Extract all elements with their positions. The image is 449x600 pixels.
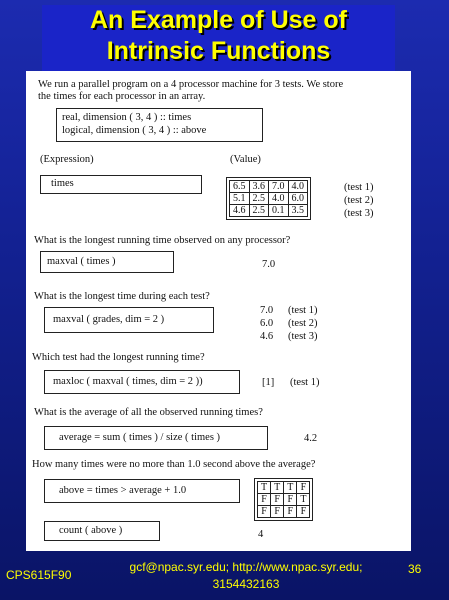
matrix-cell: T — [284, 482, 297, 494]
matrix-cell: 6.5 — [230, 181, 250, 193]
count-value: 4 — [258, 529, 264, 540]
matrix-cell: T — [271, 482, 284, 494]
question-3-expression-box — [44, 370, 240, 394]
above-row — [258, 506, 310, 518]
scanned-document — [26, 71, 411, 551]
times-row — [230, 205, 308, 217]
question-4-value: 4.2 — [304, 433, 318, 444]
matrix-cell: 4.0 — [288, 181, 308, 193]
question-3-expression: maxloc ( maxval ( times, dim = 2 )) — [53, 376, 203, 387]
question-2-value-3: 4.6 — [260, 331, 274, 342]
question-4: What is the average of all the observed running times? — [34, 407, 263, 418]
times-matrix — [226, 177, 311, 220]
matrix-cell: F — [271, 494, 284, 506]
intro-text-line-1: We run a parallel program on a 4 processor machine for 3 tests. We store — [38, 79, 344, 90]
question-4-expression-box — [44, 426, 268, 450]
question-2-label-1: (test 1) — [288, 305, 318, 316]
footer-course-code: CPS615F90 — [6, 568, 72, 582]
slide-title-line-2: Intrinsic Functions — [106, 37, 331, 65]
question-1-expression: maxval ( times ) — [47, 256, 116, 267]
value-header: (Value) — [230, 154, 261, 165]
question-3: Which test had the longest running time? — [32, 352, 205, 363]
test-label-1: (test 1) — [344, 182, 374, 193]
matrix-cell: F — [284, 494, 297, 506]
matrix-cell: 3.5 — [288, 205, 308, 217]
question-3-label: (test 1) — [290, 377, 320, 388]
expression-header: (Expression) — [40, 154, 94, 165]
matrix-cell: F — [284, 506, 297, 518]
question-2-expression-box — [44, 307, 214, 333]
declaration-box — [56, 108, 263, 142]
question-5-expression-box — [44, 479, 240, 503]
matrix-cell: 2.5 — [249, 193, 269, 205]
question-2-expression: maxval ( grades, dim = 2 ) — [53, 314, 165, 325]
matrix-cell: 5.1 — [230, 193, 250, 205]
matrix-cell: 4.6 — [230, 205, 250, 217]
question-1: What is the longest running time observed on any processor? — [34, 235, 291, 246]
declaration-line-1: real, dimension ( 3, 4 ) :: times — [62, 112, 192, 123]
matrix-cell: 3.6 — [249, 181, 269, 193]
slide-title — [42, 5, 395, 71]
page-number: 36 — [408, 562, 422, 576]
footer-contact-line-2: 3154432163 — [212, 577, 280, 591]
footer-contact-line-1: gcf@npac.syr.edu; http://www.npac.syr.edu; — [129, 560, 363, 574]
question-4-expression: average = sum ( times ) / size ( times ) — [59, 432, 221, 443]
intro-text-line-2: the times for each processor in an array. — [38, 91, 206, 102]
matrix-cell: 2.5 — [249, 205, 269, 217]
above-row — [258, 494, 310, 506]
slide-title-line-1: An Example of Use of — [90, 6, 347, 34]
question-2-label-2: (test 2) — [288, 318, 318, 329]
question-5: How many times were no more than 1.0 second above the average? — [32, 459, 316, 470]
question-2-label-3: (test 3) — [288, 331, 318, 342]
matrix-cell: F — [297, 506, 310, 518]
times-row — [230, 181, 308, 193]
times-row — [230, 193, 308, 205]
matrix-cell: T — [297, 494, 310, 506]
question-2-value-2: 6.0 — [260, 318, 274, 329]
question-1-expression-box — [40, 251, 174, 273]
declaration-line-2: logical, dimension ( 3, 4 ) :: above — [62, 125, 207, 136]
test-label-3: (test 3) — [344, 208, 374, 219]
question-3-value: [1] — [262, 377, 275, 388]
question-5-expression: above = times > average + 1.0 — [59, 485, 187, 496]
times-expression-box — [40, 175, 202, 194]
matrix-cell: 6.0 — [288, 193, 308, 205]
question-2: What is the longest time during each test? — [34, 291, 210, 302]
matrix-cell: 4.0 — [269, 193, 289, 205]
matrix-cell: 0.1 — [269, 205, 289, 217]
matrix-cell: F — [271, 506, 284, 518]
matrix-cell: 7.0 — [269, 181, 289, 193]
question-1-value: 7.0 — [262, 259, 276, 270]
above-row — [258, 482, 310, 494]
times-expression: times — [51, 178, 74, 189]
above-matrix — [254, 478, 313, 521]
test-label-2: (test 2) — [344, 195, 374, 206]
matrix-cell: F — [258, 506, 271, 518]
matrix-cell: F — [258, 494, 271, 506]
matrix-cell: F — [297, 482, 310, 494]
matrix-cell: T — [258, 482, 271, 494]
count-expression: count ( above ) — [59, 525, 123, 536]
question-2-value-1: 7.0 — [260, 305, 274, 316]
count-expression-box — [44, 521, 160, 541]
